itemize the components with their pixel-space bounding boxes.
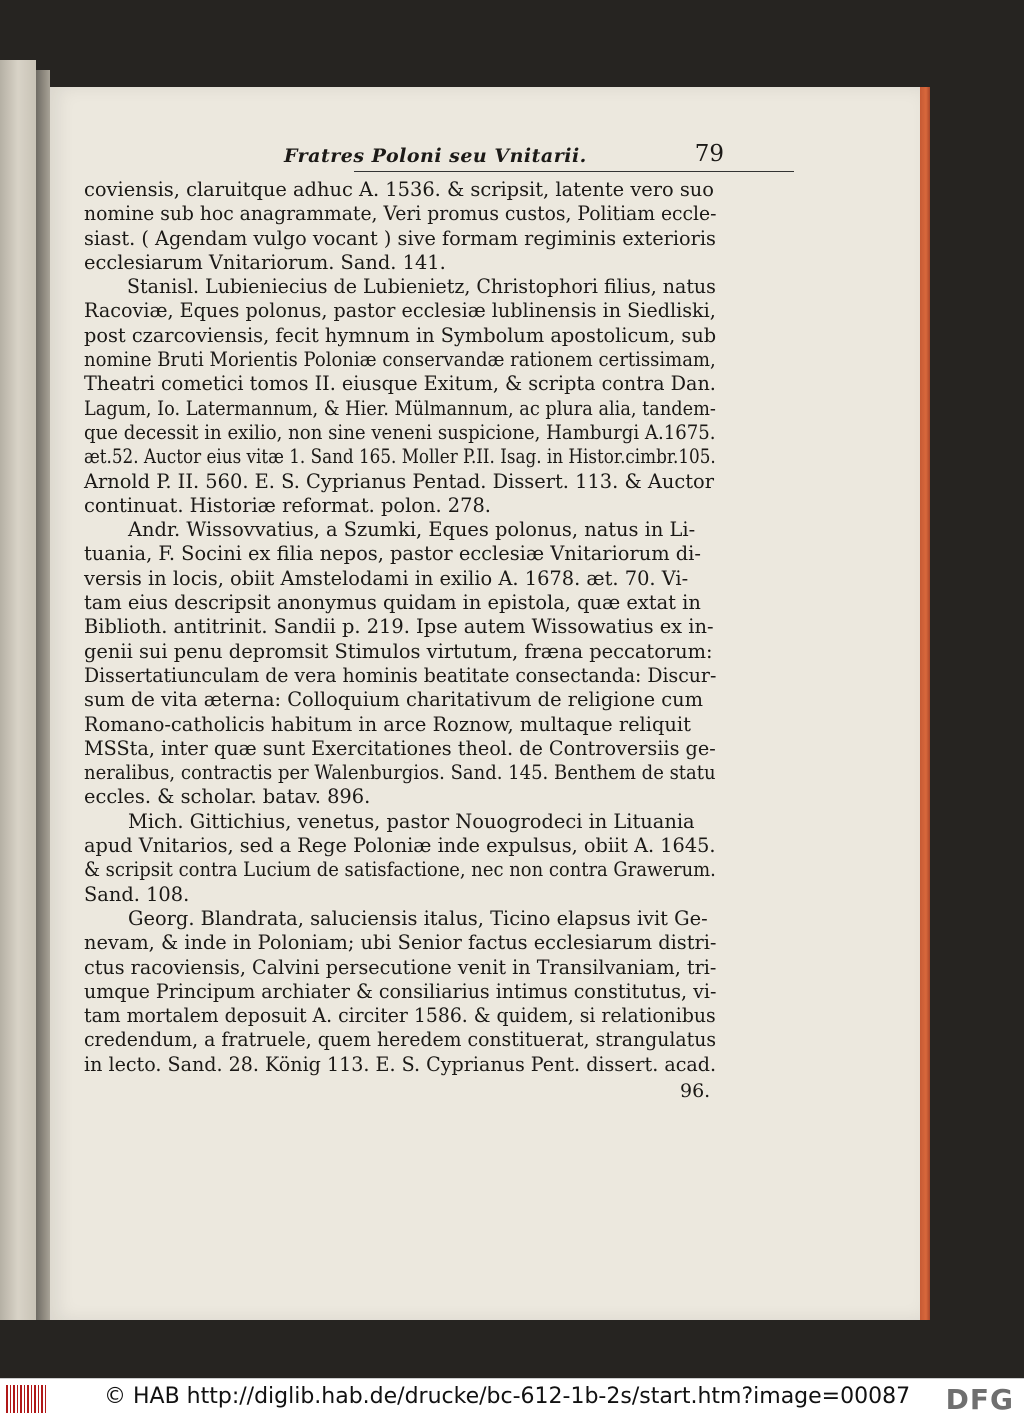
text-line: & scripsit contra Lucium de satisfactione, nec non contra Grawerum. [84,858,716,882]
text-line: Georg. Blandrata, saluciensis italus, Ticino elapsus ivit Ge- [128,906,708,930]
page-number: 79 [694,141,724,167]
text-line: in lecto. Sand. 28. König 113. E. S. Cyprianus Pent. dissert. acad. [84,1052,717,1076]
dfg-logo: DFG [945,1383,1014,1416]
text-line: ecclesiarum Vnitariorum. Sand. 141. [84,250,446,274]
text-line: Mich. Gittichius, venetus, pastor Nouogrodeci in Lituania [128,809,695,833]
text-line: æt.52. Auctor eius vitæ 1. Sand 165. Moller P.II. Isag. in Histor.cimbr.105. [84,445,716,469]
text-line: MSSta, inter quæ sunt Exercitationes theol. de Controversiis ge- [84,736,716,760]
text-line: Arnold P. II. 560. E. S. Cyprianus Pentad. Dissert. 113. & Auctor [84,469,714,493]
text-line: nomine sub hoc anagrammate, Veri promus custos, Politiam eccle- [84,202,717,226]
text-line: post czarcoviensis, fecit hymnum in Symbolum apostolicum, sub [84,323,717,347]
paragraph-wissowatius [84,518,716,810]
text-line: umque Principum archiater & consiliarius intimus constitutus, vi- [84,979,717,1003]
text-line: Dissertatiunculam de vera hominis beatitate consectanda: Discur- [84,663,717,687]
previous-page-edge [0,60,36,1320]
text-line: Andr. Wissovvatius, a Szumki, Eques polonus, natus in Li- [128,518,696,542]
copyright-url[interactable]: © HAB http://diglib.hab.de/drucke/bc-612-1b-2s/start.htm?image=00087 [104,1384,911,1409]
text-line: sum de vita æterna: Colloquium charitativum de religione cum [84,688,704,712]
text-line: eccles. & scholar. batav. 896. [84,785,371,809]
running-title: Fratres Poloni seu Vnitarii. [284,145,587,167]
paragraph-blandrata [84,907,716,1077]
text-line: siast. ( Agendam vulgo vocant ) sive formam regiminis exterioris [84,226,716,250]
text-line: nevam, & inde in Poloniam; ubi Senior factus ecclesiarum distri- [84,931,717,955]
text-line: Lagum, Io. Latermannum, & Hier. Mülmannum, ac plura alia, tandem- [84,396,716,420]
text-line: ctus racoviensis, Calvini persecutione venit in Transilvaniam, tri- [84,955,717,979]
text-line: tam mortalem deposuit A. circiter 1586. & quidem, si relationibus [84,1004,716,1028]
running-header [84,141,724,173]
red-page-edge [920,87,930,1320]
header-rule [354,171,794,172]
text-line: tam eius descripsit anonymus quidam in epistola, quæ extat in [84,591,701,615]
text-line: Romano-catholicis habitum in arce Roznow, multaque reliquit [84,712,691,736]
text-line: credendum, a fratruele, quem heredem constituerat, strangulatus [84,1028,717,1052]
text-line: Biblioth. antitrinit. Sandii p. 219. Ipse autem Wissowatius ex in- [84,615,714,639]
paragraph-gittichius [84,810,716,907]
body-text [84,178,716,1077]
text-line: Racoviæ, Eques polonus, pastor ecclesiæ lublinensis in Siedliski, [84,299,716,323]
footer-bar [0,1378,1024,1418]
text-line: genii sui penu depromsit Stimulos virtutum, fræna peccatorum: [84,639,713,663]
barcode-icon [6,1385,46,1413]
text-line: nomine Bruti Morientis Poloniæ conservandæ rationem certissimam, [84,348,716,372]
text-line: que decessit in exilio, non sine veneni suspicione, Hamburgi A.1675. [84,420,716,444]
text-line: coviensis, claruitque adhuc A. 1536. & scripsit, latente vero suo [84,178,714,201]
text-line: tuania, F. Socini ex filia nepos, pastor ecclesiæ Vnitariorum di- [84,542,701,566]
text-line: neralibus, contractis per Walenburgios. Sand. 145. Benthem de statu [84,761,716,785]
text-line: Stanisl. Lubieniecius de Lubienietz, Christophori filius, natus [127,275,716,299]
text-line: apud Vnitarios, sed a Rege Poloniæ inde expulsus, obiit A. 1645. [84,834,716,858]
book-gutter [36,70,50,1320]
text-line: Theatri cometici tomos II. eiusque Exitum, & scripta contra Dan. [84,372,716,396]
catchword: 96. [680,1080,711,1102]
text-line: versis in locis, obiit Amstelodami in exilio A. 1678. æt. 70. Vi- [84,566,689,590]
text-line: Sand. 108. [84,882,190,906]
paragraph-lubieniecius [84,275,716,518]
text-line: continuat. Historiæ reformat. polon. 278. [84,493,491,517]
paragraph-1 [84,178,716,275]
